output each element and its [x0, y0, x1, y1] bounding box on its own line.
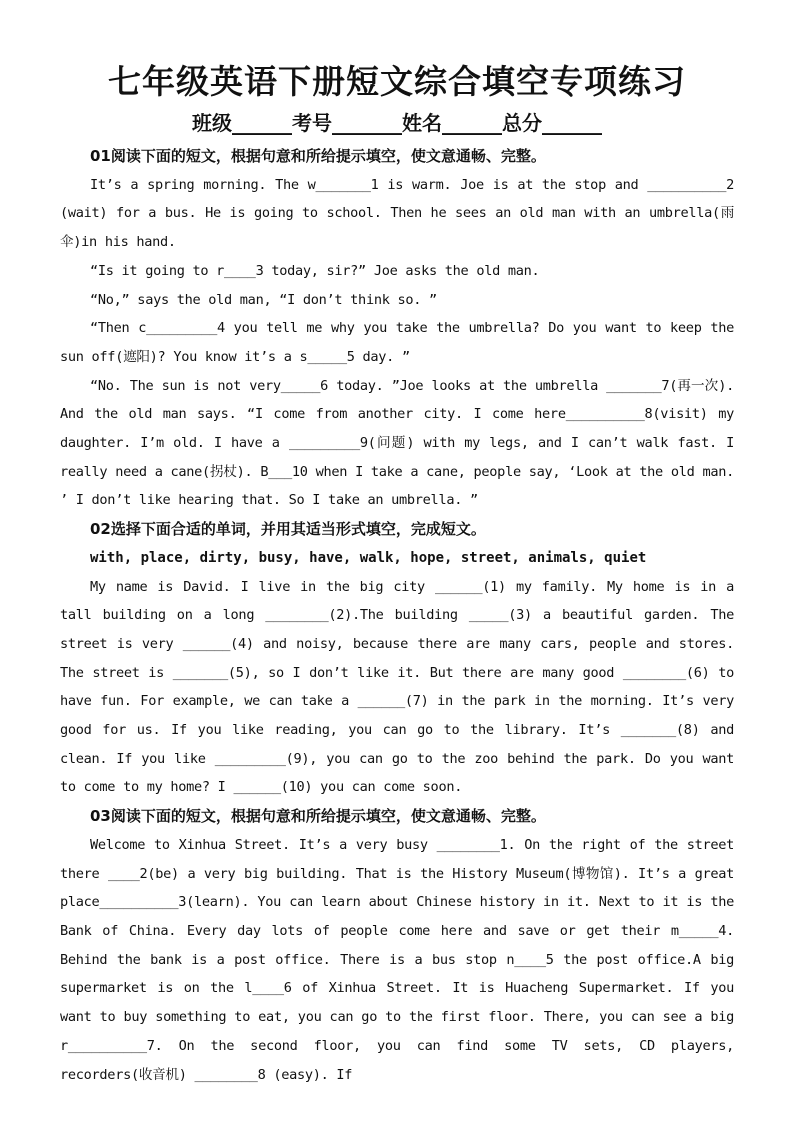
paragraph: My name is David. I live in the big city ______(1) my family. My home is in a tall building on a long ________(2).The building _____(3) a beautiful garden. The street is very ______(4) and noisy, because there are many cars, people and stores. The street is _______(5), so I don’t like it. But there are many good ________(6) to have fun. For example, we can take a ______(7) in the park in the morning. It’s very good for us. If you like reading, you can go to the library. It’s _______(8) and clean. If you like _________(9), you can go to the zoo behind the park. Do you want to come to my home? I ______(10) you can come soon.	[60, 578, 734, 796]
section-1-heading: 01阅读下面的短文，根据句意和所给提示填空，使文意通畅、完整。	[90, 147, 546, 165]
word-bank: with, place, dirty, busy, have, walk, hope, street, animals, quiet	[90, 549, 647, 566]
section-2	[60, 515, 734, 802]
worksheet-page	[60, 58, 734, 1089]
page-title: 七年级英语下册短文综合填空专项练习	[108, 62, 686, 101]
paragraph: Welcome to Xinhua Street. It’s a very busy ________1. On the right of the street there ____2(be) a very big building. That is the History Museum(博物馆). It’s a great place__________3(learn). You can learn about Chinese history in it. Next to it is the Bank of China. Every day lots of people come here and save or get their m_____4. Behind the bank is a post office. There is a bus stop n____5 the post office.A big supermarket is on the l____6 of Xinhua Street. It is Huacheng Supermarket. If you want to buy something to eat, you can go to the first floor. There, you can see a big r__________7. On the second floor, you can find some TV sets, CD players, recorders(收音机) ________8 (easy). If	[60, 836, 734, 1083]
section-3	[60, 802, 734, 1089]
section-1	[60, 142, 734, 515]
student-info-line: 班级______考号_______姓名______总分______	[192, 111, 602, 135]
section-3-heading: 03阅读下面的短文，根据句意和所给提示填空，使文意通畅、完整。	[90, 807, 546, 826]
paragraph: “Then c_________4 you tell me why you take the umbrella? Do you want to keep the sun off(遮阳)? You know it’s a s_____5 day. ”	[60, 320, 734, 365]
paragraph: “Is it going to r____3 today, sir?” Joe asks the old man.	[90, 262, 540, 279]
section-2-heading: 02选择下面合适的单词，并用其适当形式填空，完成短文。	[90, 520, 486, 539]
paragraph: “No,” says the old man, “I don’t think so. ”	[90, 291, 437, 308]
paragraph: “No. The sun is not very_____6 today. ”Joe looks at the umbrella _______7(再一次). And the old man says. “I come from another city. I come here__________8(visit) my daughter. I’m old. I have a _________9(问题) with my legs, and I can’t walk fast. I really need a cane(拐杖). B___10 when I take a cane, people say, ‘Look at the old man. ’ I don’t like hearing that. So I take an umbrella. ”	[60, 377, 734, 509]
paragraph: It’s a spring morning. The w_______1 is warm. Joe is at the stop and __________2 (wait) for a bus. He is going to school. Then he sees an old man with an umbrella(雨伞)in his hand.	[60, 176, 734, 251]
